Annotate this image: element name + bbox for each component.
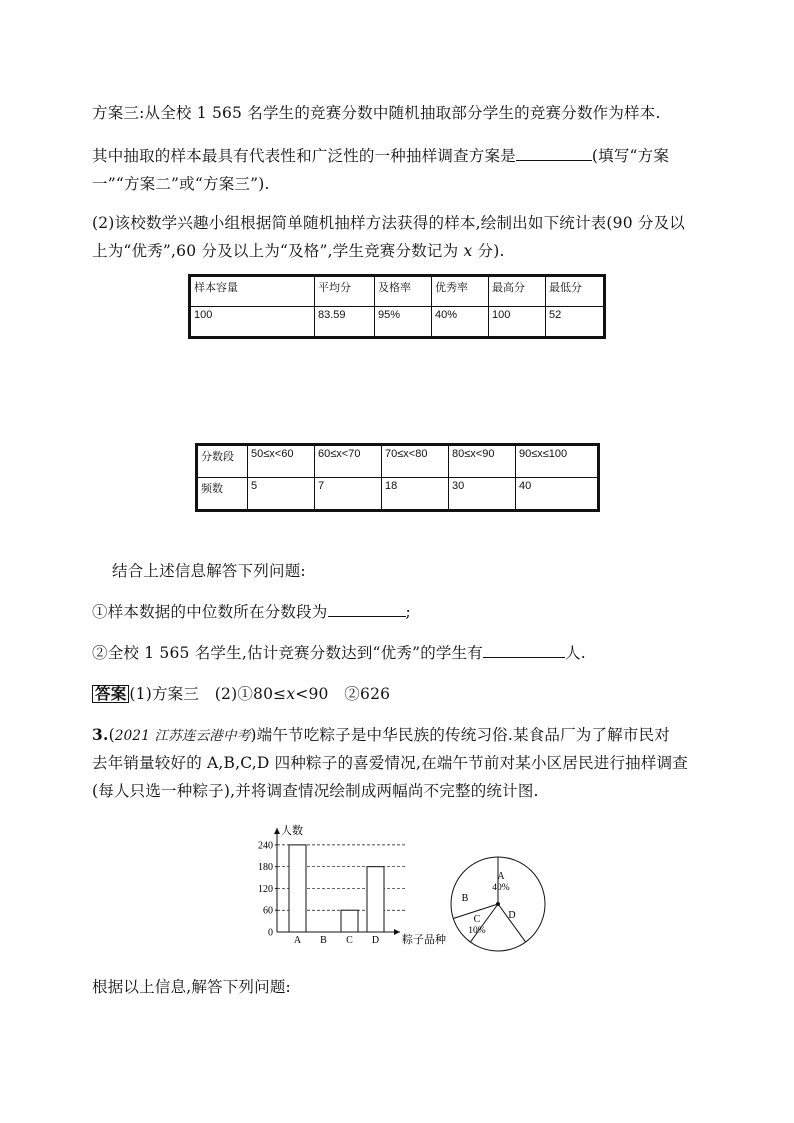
sub-question-1 — [92, 600, 411, 622]
table-cell: 83.59 — [315, 307, 375, 338]
x-axis-label: 粽子品种 — [402, 934, 446, 946]
frequency-table — [195, 443, 600, 512]
sub-question-1-end: ; — [405, 603, 411, 621]
table-cell: 50≤x<60 — [248, 445, 315, 478]
source-open: ( — [108, 726, 115, 744]
bar-c — [341, 910, 358, 932]
x-tick-label: D — [371, 935, 380, 946]
question3-line1 — [92, 723, 670, 745]
question1-hint: (填写“方案 — [591, 147, 670, 165]
table-cell: 平均分 — [315, 276, 375, 307]
table-cell: 30 — [449, 478, 516, 511]
table-cell: 分数段 — [197, 445, 248, 478]
table-cell: 100 — [489, 307, 546, 338]
variable-x: x — [463, 242, 473, 260]
sub-question-2-text: ②全校 1 565 名学生,估计竞赛分数达到“优秀”的学生有 — [92, 644, 484, 662]
question2-unit: 分). — [472, 242, 505, 260]
pie-center — [496, 902, 500, 906]
x-tick-label: A — [293, 935, 302, 946]
question1-line2: 一”“方案二”或“方案三”). — [92, 175, 270, 193]
answer-label: 答案 — [92, 685, 129, 703]
x-axis-arrow — [394, 929, 400, 935]
answer-text-1: (1)方案三 (2)①80≤ — [129, 685, 287, 703]
sub-question-1-text: ①样本数据的中位数所在分数段为 — [92, 603, 328, 621]
question1-line1 — [92, 144, 669, 166]
question1-text: 其中抽取的样本最具有代表性和广泛性的一种抽样调查方案是 — [92, 147, 516, 165]
pie-chart — [451, 857, 545, 951]
table-cell: 70≤x<80 — [382, 445, 449, 478]
table-cell: 40 — [516, 478, 599, 511]
stats-table — [188, 274, 606, 339]
source-label: 2021 江苏连云港中考 — [114, 728, 251, 744]
y-tick-label: 240 — [258, 840, 273, 852]
table-cell: 最高分 — [489, 276, 546, 307]
sub-question-2-end: 人. — [565, 644, 586, 662]
answer-text-2: <90 ②626 — [295, 685, 391, 703]
table-cell: 频数 — [197, 478, 248, 511]
stats-table-header-row — [190, 276, 605, 307]
bar-chart — [258, 823, 446, 946]
y-tick-label: 60 — [263, 905, 273, 917]
final-instruction: 根据以上信息,解答下列问题: — [92, 978, 291, 996]
slice-label-a: A — [497, 871, 505, 882]
table-cell: 95% — [375, 307, 432, 338]
y-tick-label: 120 — [258, 883, 273, 895]
bar-a — [289, 845, 306, 932]
question3-text-1: )端午节吃粽子是中华民族的传统习俗.某食品厂为了解市民对 — [250, 726, 670, 744]
question2-text: 上为“优秀”,60 分及以上为“及格”,学生竞赛分数记为 — [92, 242, 464, 260]
slice-label-c: C — [473, 914, 481, 925]
answer-blank-2 — [328, 601, 406, 617]
stats-table-data-row — [190, 307, 605, 338]
table-cell: 优秀率 — [432, 276, 489, 307]
table-cell: 7 — [315, 478, 382, 511]
question-number: 3. — [92, 725, 109, 744]
scheme-three-text: 方案三:从全校 1 565 名学生的竞赛分数中随机抽取部分学生的竞赛分数作为样本. — [92, 104, 661, 122]
frequency-table-row-2 — [197, 478, 599, 511]
slice-percent-c: 10% — [468, 926, 486, 936]
answer-blank-3 — [483, 642, 565, 658]
charts-figure — [255, 820, 555, 955]
table-cell: 100 — [190, 307, 315, 338]
question2-line1: (2)该校数学兴趣小组根据简单随机抽样方法获得的样本,绘制出如下统计表(90 分及以 — [92, 214, 685, 232]
y-axis-arrow — [274, 828, 280, 834]
slice-percent-a: 40% — [492, 883, 510, 893]
table-cell: 18 — [382, 478, 449, 511]
sub-question-2 — [92, 641, 586, 663]
y-tick-label: 0 — [268, 927, 273, 939]
frequency-table-row-1 — [197, 445, 599, 478]
bar-d — [367, 867, 384, 932]
table-cell: 最低分 — [546, 276, 605, 307]
table-cell: 5 — [248, 478, 315, 511]
combine-instruction: 结合上述信息解答下列问题: — [112, 562, 306, 580]
y-axis-label: 人数 — [281, 825, 303, 837]
answer-variable: x — [286, 685, 296, 703]
table-cell: 60≤x<70 — [315, 445, 382, 478]
table-cell: 40% — [432, 307, 489, 338]
answer-line — [92, 682, 390, 704]
question3-line2: 去年销量较好的 A,B,C,D 四种粽子的喜爱情况,在端午节前对某小区居民进行抽样调查 — [92, 754, 688, 772]
table-cell: 及格率 — [375, 276, 432, 307]
x-tick-label: C — [346, 935, 353, 946]
table-cell: 样本容量 — [190, 276, 315, 307]
x-tick-label: B — [320, 935, 327, 946]
table-cell: 90≤x≤100 — [516, 445, 599, 478]
table-cell: 80≤x<90 — [449, 445, 516, 478]
question2-line2 — [92, 239, 505, 261]
slice-label-d: D — [508, 910, 516, 921]
y-tick-label: 180 — [258, 862, 273, 874]
table-cell: 52 — [546, 307, 605, 338]
question3-line3: (每人只选一种粽子),并将调查情况绘制成两幅尚不完整的统计图. — [92, 782, 539, 800]
slice-label-b: B — [461, 893, 469, 904]
answer-blank-1 — [516, 145, 592, 161]
